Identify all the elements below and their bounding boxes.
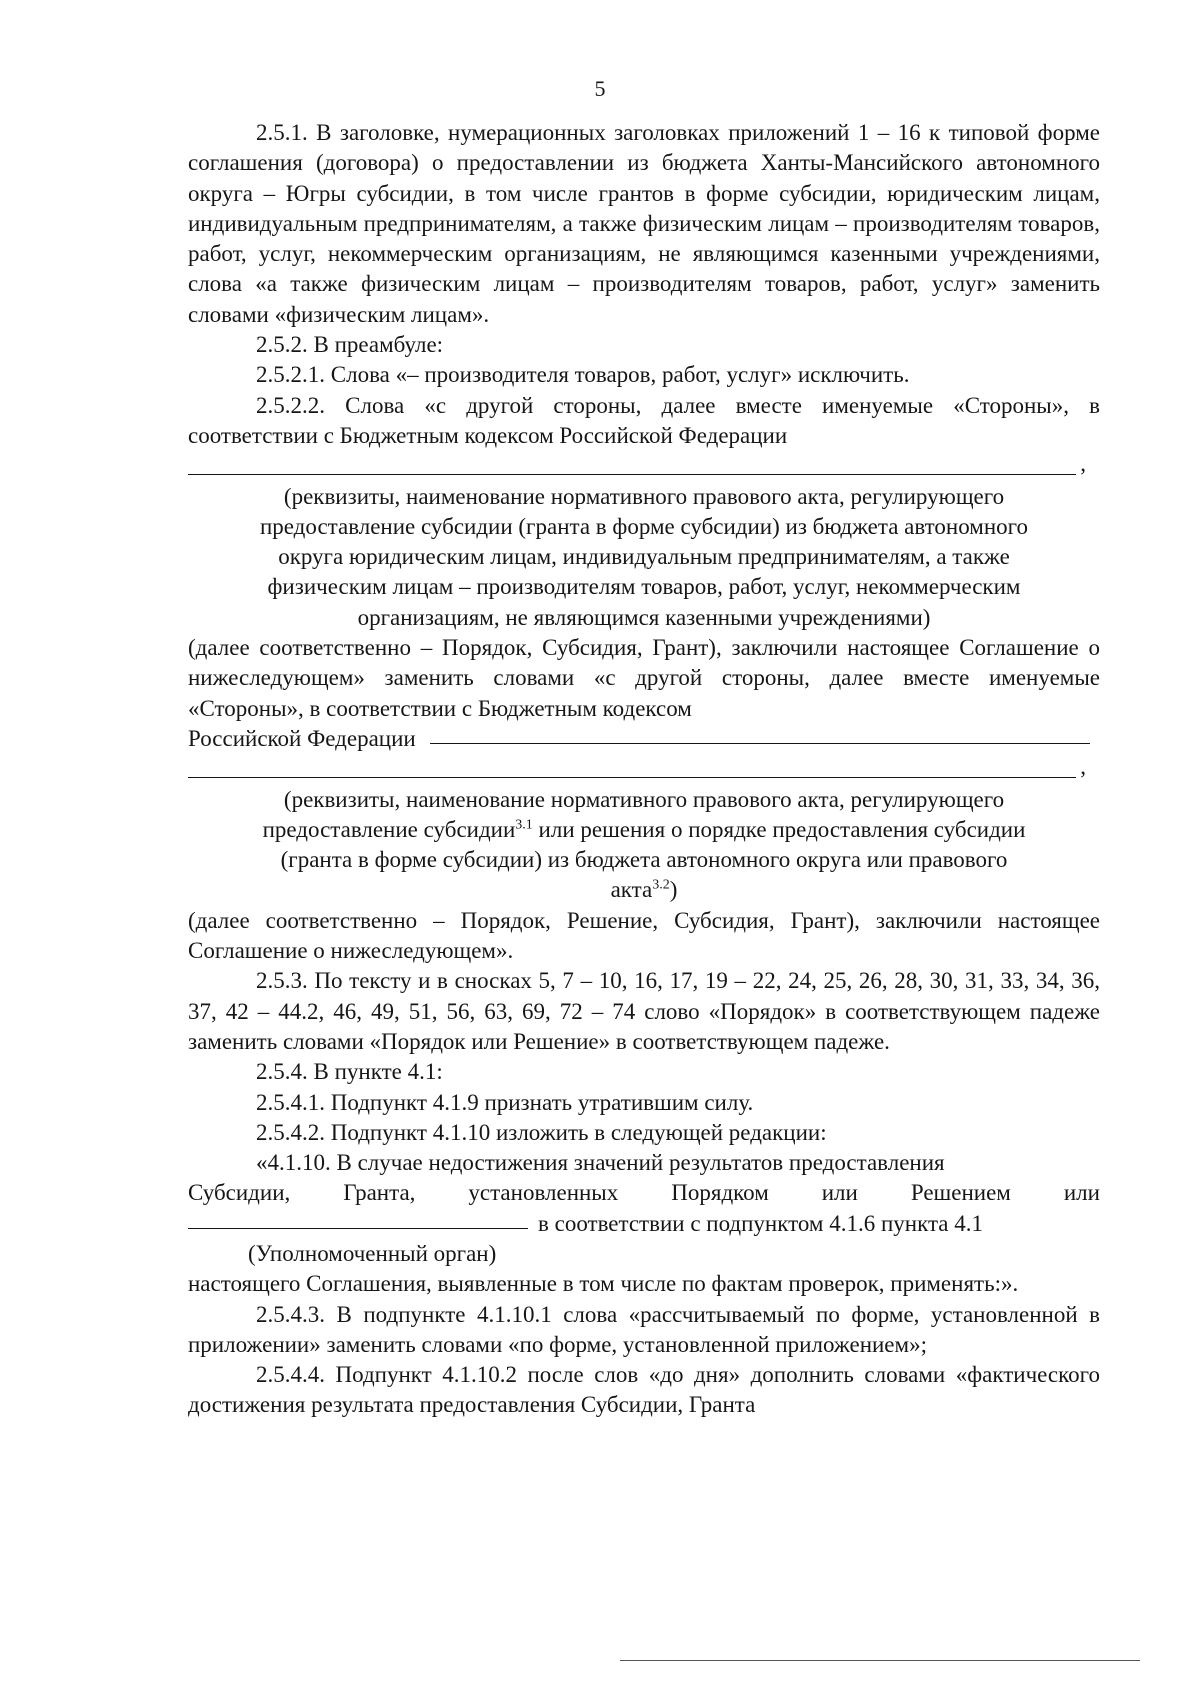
word: установленных (468, 1180, 619, 1206)
fill-in-line-2 (188, 754, 1100, 784)
caption-line: (реквизиты, наименование нормативного правового акта, регулирующего (283, 483, 1005, 509)
paragraph-2-5-2: 2.5.2. В преамбуле: (256, 332, 444, 358)
caption-line: (реквизиты, наименование нормативного правового акта, регулирующего (283, 786, 1005, 812)
fill-in-line-1 (188, 451, 1100, 481)
fill-in-comma: , (1080, 754, 1086, 780)
word: Гранта, (343, 1180, 416, 1206)
fill-in-rule (188, 1228, 528, 1229)
fill-in-rule (430, 743, 1090, 744)
paragraph-2-5-2-2: 2.5.2.2. Слова «с другой стороны, далее вместе именуемые «Стороны», в соответствии с Бюджетным кодексом Российской Федерации (188, 392, 1100, 448)
paragraph-replacement-text: (далее соответственно – Порядок, Субсидия, Грант), заключили настоящее Соглашение о нижеследующем» заменить словами «с другой стороны, далее вместе именуемые «Стороны», в соответствии с Бюджетным кодексом (188, 635, 1100, 721)
scan-edge-line (620, 1660, 1140, 1661)
caption-authorized-body: (Уполномоченный орган) (248, 1240, 497, 1266)
paragraph-2-5-2-1: 2.5.2.1. Слова «– производителя товаров, работ, услуг» исключить. (256, 362, 910, 388)
word: Решением (910, 1180, 1011, 1206)
fill-in-comma: , (1080, 451, 1086, 477)
paragraph-4-1-10-end: настоящего Соглашения, выявленные в том числе по фактам проверок, применять:». (188, 1271, 1019, 1297)
authorized-body-fill-line (188, 1209, 1100, 1239)
caption-line: физическим лицам – производителям товаров, работ, услуг, некоммерческим (267, 574, 1021, 600)
caption-line: округа юридическим лицам, индивидуальным предпринимателям, а также (278, 544, 1010, 570)
caption-requisites-1 (188, 482, 1100, 633)
caption-line: (гранта в форме субсидии) из бюджета автономного округа или правового (280, 847, 1008, 873)
paragraph-4-1-10-start: «4.1.10. В случае недостижения значений результатов предоставления (256, 1150, 945, 1176)
paragraph-2-5-3: 2.5.3. По тексту и в сносках 5, 7 – 10, 16, 17, 19 – 22, 24, 25, 26, 28, 30, 31, 33, 34, 36, 37, 42 – 44.2, 46, 49, 51, 56, 63, 69, 72 – 74 слово «Порядок» в соответствующем падеже заменить словами «Порядок или Решение» в соответствующем падеже. (188, 968, 1100, 1054)
caption-line (188, 875, 1100, 905)
page-number: 5 (594, 76, 606, 101)
paragraph-2-5-4-4: 2.5.4.4. Подпункт 4.1.10.2 после слов «до дня» дополнить словами «фактического достижения результата предоставления Субсидии, Гранта (188, 1362, 1100, 1418)
paragraph-2-5-1: 2.5.1. В заголовке, нумерационных заголовках приложений 1 – 16 к типовой форме соглашения (договора) о предоставлении из бюджета Ханты-Мансийского автономного округа – Югры субсидии, в том числе грантов в форме субсидии, юридическим лицам, индивидуальным предпринимателям, а также физическим лицам – производителям товаров, работ, услуг, некоммерческим организациям, не являющимся казенными учреждениями, слова «а также физическим лицам – производителям товаров, работ, услуг» заменить словами «физическим лицам». (188, 120, 1100, 327)
word: или (821, 1180, 858, 1206)
caption-line: организациям, не являющимся казенными учреждениями) (357, 604, 931, 630)
federation-label: Российской Федерации (188, 725, 416, 751)
federation-fill-line (188, 724, 1100, 754)
paragraph-2-5-4-3: 2.5.4.3. В подпункте 4.1.10.1 слова «рассчитываемый по форме, установленной в приложении» заменить словами «по форме, установленной приложением»; (188, 1301, 1100, 1357)
paragraph-2-5-4-1: 2.5.4.1. Подпункт 4.1.9 признать утратившим силу. (256, 1089, 754, 1115)
fill-in-rule (188, 474, 1076, 475)
paragraph-replacement-end: (далее соответственно – Порядок, Решение, Субсидия, Грант), заключили настоящее Соглашение о нижеследующем». (188, 907, 1100, 964)
caption-line: предоставление субсидии (гранта в форме субсидии) из бюджета автономного (259, 513, 1029, 539)
document-body (188, 118, 1100, 1421)
footnote-ref: 3.2 (652, 877, 670, 893)
caption-text: предоставление субсидии (262, 816, 516, 842)
word: или (1063, 1180, 1100, 1206)
word: Субсидии, (188, 1180, 291, 1206)
paragraph-2-5-4: 2.5.4. В пункте 4.1: (256, 1059, 443, 1085)
caption-text: акта (610, 877, 653, 903)
fill-in-rule (188, 777, 1076, 778)
caption-line (188, 815, 1100, 845)
caption-text: или решения о порядке предоставления субсидии (532, 816, 1026, 842)
paragraph-2-5-4-2: 2.5.4.2. Подпункт 4.1.10 изложить в следующей редакции: (256, 1119, 827, 1145)
paragraph-4-1-10-spread-line (188, 1178, 1100, 1208)
caption-requisites-2 (188, 785, 1100, 906)
paragraph-4-1-10-tail: в соответствии с подпунктом 4.1.6 пункта 4.1 (538, 1210, 984, 1236)
word: Порядком (671, 1180, 769, 1206)
caption-text: ) (669, 877, 678, 903)
footnote-ref: 3.1 (515, 817, 533, 833)
